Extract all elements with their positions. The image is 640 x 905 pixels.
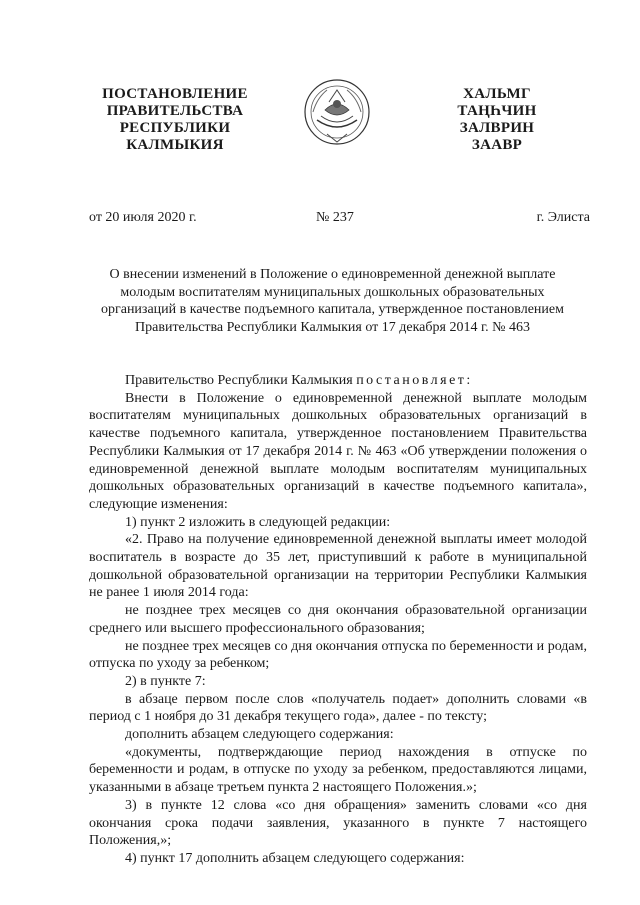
title-line: молодым воспитателям муниципальных дошкольных образовательных [120,284,545,300]
intro-text: Правительство Республики Калмыкия [125,373,353,388]
issuer-title-kalmyk [432,86,562,154]
issuer-title-line: ЗАЛВРИН [459,120,535,136]
document-city: г. Элиста [536,210,590,225]
document-title [70,266,595,336]
issuer-title-line: РЕСПУБЛИКИ [119,120,231,136]
body-paragraph: Внести в Положение о единовременной денежной выплате молодым воспитателям муниципальных дошкольных образовательных организаций в качестве подъемного капитала, утвержденное постановлением Правительства Республики Калмыкия от 17 декабря 2014 г. № 463 «Об утверждении положения о единовременной денежной выплате молодым воспитателям муниципальных дошкольных образовательных организаций в качестве подъемного капитала», следующие изменения: [89,390,587,512]
document-number: № 237 [316,210,354,225]
emblem-icon [303,76,371,148]
issuer-title-line: ЗААВР [471,137,523,153]
issuer-title-line: ПРАВИТЕЛЬСТВА [106,103,244,119]
body-paragraph: «документы, подтверждающие период нахождения в отпуске по беременности и родам, в отпуске по уходу за ребенком, предоставляются лицами, указанными в абзаце третьем пункта 2 настоящего Положения.»; [89,744,587,796]
title-line: организаций в качестве подъемного капитала, утвержденное постановлением [100,302,564,317]
title-line: Правительства Республики Калмыкия от 17 декабря 2014 г. № 463 [135,319,530,335]
issuer-title-russian [80,86,270,154]
intro-spaced-word: постановляет: [356,373,473,388]
title-line: О внесении изменений в Положение о единовременной денежной выплате [109,267,556,282]
issuer-title-line: ПОСТАНОВЛЕНИЕ [102,86,248,102]
body-paragraph: 4) пункт 17 дополнить абзацем следующего содержания: [125,850,465,866]
intro-paragraph [89,372,587,390]
body-paragraph: не позднее трех месяцев со дня окончания отпуска по беременности и родам, отпуска по уходу за ребенком; [89,638,587,672]
issuer-title-line: ХАЛЬМГ [463,86,531,102]
issuer-title-line: ТАҢҺЧИН [457,103,537,119]
document-date: от 20 июля 2020 г. [89,210,197,225]
body-paragraph: «2. Право на получение единовременной денежной выплаты имеет молодой воспитатель в возрасте до 35 лет, приступивший к работе в муниципальной дошкольной образовательной организации на территории Республики Калмыкия не ранее 1 июля 2014 года: [89,532,587,601]
body-paragraph: дополнить абзацем следующего содержания: [125,727,394,743]
issuer-title-line: КАЛМЫКИЯ [126,137,224,153]
body-paragraph: 1) пункт 2 изложить в следующей редакции: [125,514,391,530]
body-paragraph: 3) в пункте 12 слова «со дня обращения» заменить словами «со дня окончания срока подачи заявления, указанного в пункте 7 настоящего Положения,»; [89,797,587,849]
body-paragraph: в абзаце первом после слов «получатель подает» дополнить словами «в период с 1 ноября до 31 декабря текущего года», далее - по тексту; [89,691,587,725]
document-body [89,372,587,868]
body-paragraph: не позднее трех месяцев со дня окончания образовательной организации среднего или высшего профессионального образования; [89,603,587,636]
body-paragraph: 2) в пункте 7: [125,673,206,689]
